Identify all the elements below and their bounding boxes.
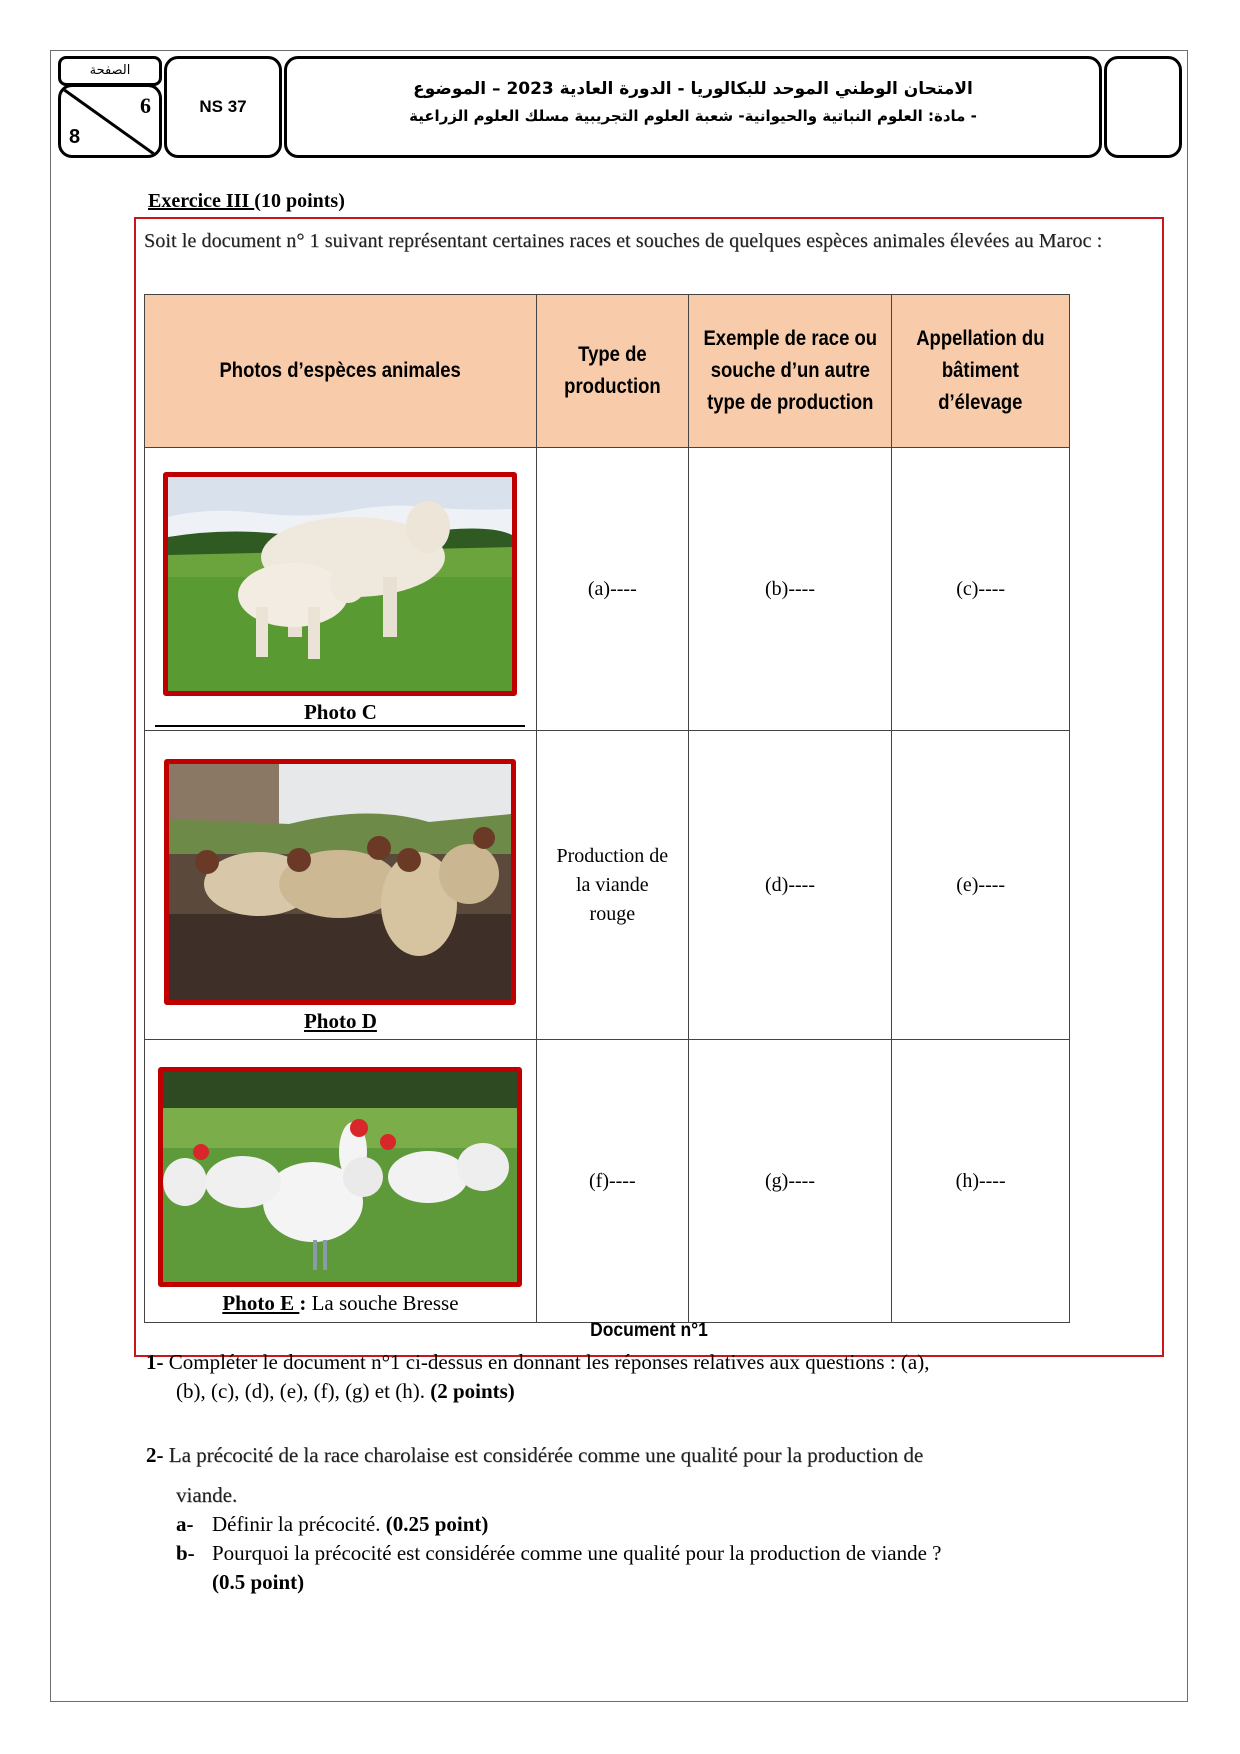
question-2-number: 2- bbox=[146, 1443, 164, 1467]
question-2b: b- Pourquoi la précocité est considérée comme une qualité pour la production de viande ? (0.5 point) bbox=[176, 1541, 942, 1594]
answer-e: (e)---- bbox=[892, 731, 1070, 1040]
answer-c: (c)---- bbox=[892, 448, 1070, 731]
blank-header-box bbox=[1104, 56, 1182, 158]
exercise-title-label: Exercice III bbox=[148, 190, 255, 212]
answer-b: (b)---- bbox=[688, 448, 892, 731]
answer-h: (h)---- bbox=[892, 1040, 1070, 1323]
exercise-title bbox=[148, 190, 345, 213]
question-2b-points: (0.5 point) bbox=[212, 1570, 305, 1594]
question-1-points: (2 points) bbox=[430, 1379, 515, 1403]
exam-title-line1: الامتحان الوطني الموحد للبكالوريا - الدورة العادية 2023 – الموضوع bbox=[413, 79, 973, 99]
caption-divider bbox=[155, 725, 525, 727]
exercise-points: (10 points) bbox=[254, 190, 345, 212]
photo-c-caption: Photo C bbox=[303, 699, 377, 724]
exam-title-line2: - مادة: العلوم النباتية والحيوانية- شعبة العلوم التجريبية مسلك العلوم الزراعية bbox=[409, 107, 977, 125]
header-building: Appellation du bâtiment d’élevage bbox=[892, 295, 1070, 448]
exam-title-box bbox=[284, 56, 1102, 158]
photo-cell bbox=[145, 731, 537, 1040]
answer-g: (g)---- bbox=[688, 1040, 892, 1323]
type-production-d: Production de la viande rouge bbox=[536, 731, 688, 1040]
document-table bbox=[144, 294, 1070, 1323]
answer-f: (f)---- bbox=[536, 1040, 688, 1323]
table-row bbox=[145, 448, 1070, 731]
exercise-intro: Soit le document n° 1 suivant représentant certaines races et souches de quelques espèces animales élevées au Maroc : bbox=[144, 230, 1103, 252]
page-current: 6 bbox=[140, 93, 151, 118]
page-total: 8 bbox=[69, 126, 81, 148]
header-photos: Photos d’espèces animales bbox=[145, 295, 537, 448]
question-2a-points: (0.25 point) bbox=[385, 1512, 489, 1536]
table-row bbox=[145, 731, 1070, 1040]
answer-a: (a)---- bbox=[536, 448, 688, 731]
question-1-number: 1- bbox=[146, 1350, 164, 1374]
header-type: Type de production bbox=[536, 295, 688, 448]
table-header-row bbox=[145, 295, 1070, 448]
header-example: Exemple de race ou souche d’un autre type de production bbox=[688, 295, 892, 448]
photo-e-image bbox=[158, 1067, 522, 1287]
document-caption: Document n°1 bbox=[590, 1320, 708, 1341]
photo-c-image bbox=[163, 472, 517, 696]
photo-d-image bbox=[164, 759, 516, 1005]
question-2: 2- La précocité de la race charolaise est considérée comme une qualité pour la production de viande. bbox=[146, 1443, 924, 1507]
photo-d-caption: Photo D bbox=[303, 1008, 377, 1033]
exam-code: NS 37 bbox=[164, 56, 282, 158]
photo-e-caption: Photo E : La souche Bresse bbox=[222, 1290, 459, 1315]
photo-cell bbox=[145, 1040, 537, 1323]
photo-cell bbox=[145, 448, 537, 731]
page-number-box bbox=[58, 84, 162, 158]
question-2a: a- Définir la précocité. (0.25 point) bbox=[176, 1512, 489, 1536]
answer-d: (d)---- bbox=[688, 731, 892, 1040]
table-row bbox=[145, 1040, 1070, 1323]
question-1: 1- Compléter le document n°1 ci-dessus en donnant les réponses relatives aux questions : (a), (b), (c), (d), (e), (f), (g) et (h). (2 points) bbox=[146, 1350, 930, 1403]
page-label: الصفحة bbox=[58, 56, 162, 86]
